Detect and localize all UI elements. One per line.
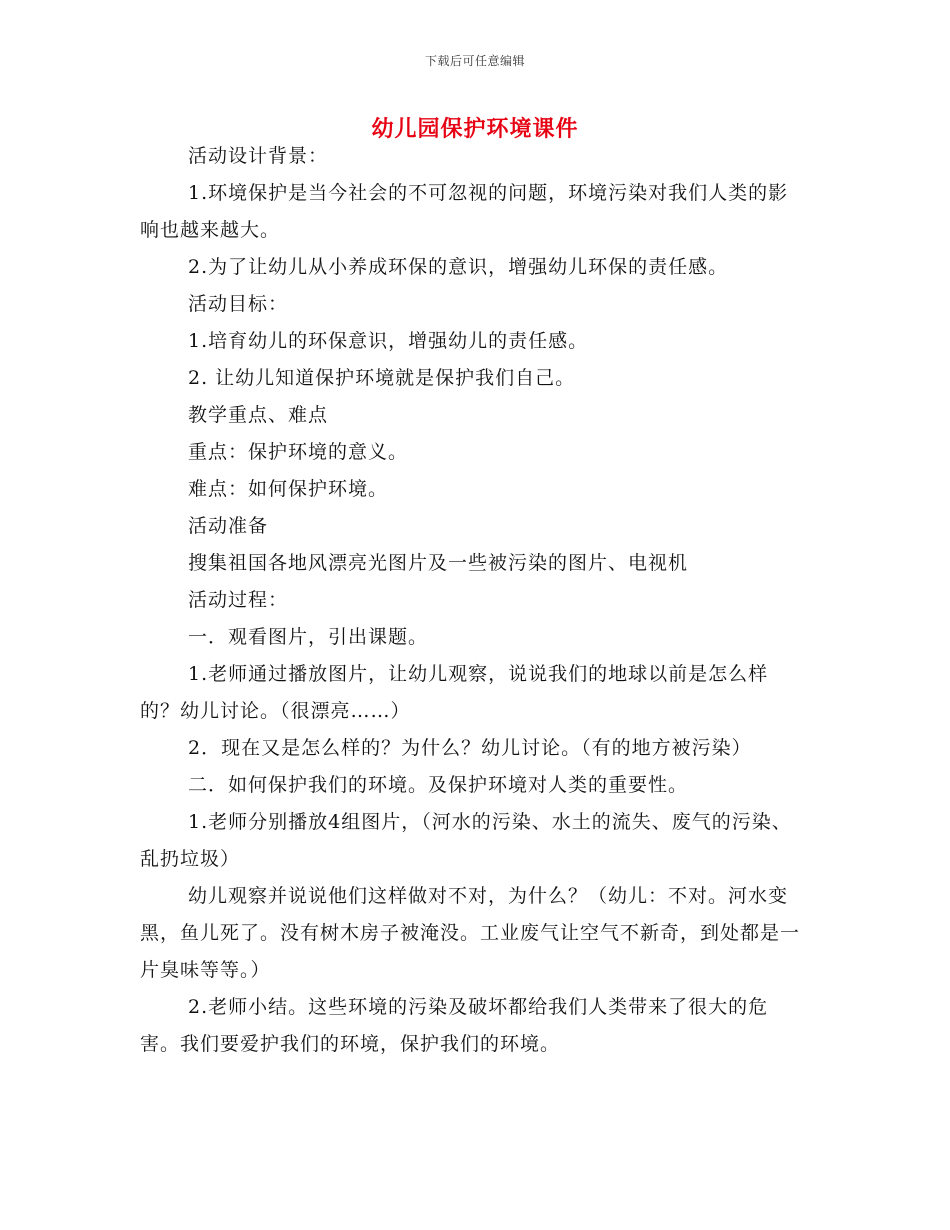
paragraph: 搜集祖国各地风漂亮光图片及一些被污染的图片、电视机 bbox=[188, 552, 689, 574]
paragraph: 2.老师小结。这些环境的污染及破坏都给我们人类带来了很大的危害。我们要爱护我们的环境，保护我们的环境。 bbox=[140, 996, 769, 1055]
paragraph: 1.老师分别播放4组图片，（河水的污染、水土的流失、废气的污染、乱扔垃圾） bbox=[140, 811, 792, 870]
paragraph: 活动目标： bbox=[188, 293, 289, 315]
paragraph: 教学重点、难点 bbox=[188, 404, 329, 426]
paragraph: 活动过程： bbox=[188, 589, 289, 611]
paragraph: 1.老师通过播放图片，让幼儿观察，说说我们的地球以前是怎么样的？幼儿讨论。（很漂亮……） bbox=[140, 663, 769, 722]
paragraph: 1.培育幼儿的环保意识，增强幼儿的责任感。 bbox=[188, 330, 589, 352]
paragraph: 二．如何保护我们的环境。及保护环境对人类的重要性。 bbox=[188, 774, 689, 796]
paragraph: 1.环境保护是当今社会的不可忽视的问题，环境污染对我们人类的影响也越来越大。 bbox=[140, 182, 789, 241]
paragraph: 2. 让幼儿知道保护环境就是保护我们自己。 bbox=[188, 367, 576, 389]
paragraph: 重点：保护环境的意义。 bbox=[188, 441, 409, 463]
document-title: 幼儿园保护环境课件 bbox=[371, 117, 579, 142]
paragraph: 活动准备 bbox=[188, 515, 269, 537]
paragraph: 难点：如何保护环境。 bbox=[188, 478, 389, 500]
paragraph: 2.为了让幼儿从小养成环保的意识，增强幼儿环保的责任感。 bbox=[188, 256, 729, 278]
paragraph: 一．观看图片，引出课题。 bbox=[188, 626, 429, 648]
paragraph: 幼儿观察并说说他们这样做对不对，为什么？（幼儿：不对。河水变黑，鱼儿死了。没有树木房子被淹没。工业废气让空气不新奇，到处都是一片臭味等等。） bbox=[140, 885, 801, 981]
paragraph: 活动设计背景： bbox=[188, 145, 329, 167]
paragraph: 2．现在又是怎么样的？为什么？幼儿讨论。（有的地方被污染） bbox=[188, 737, 752, 759]
header-note: 下载后可任意编辑 bbox=[424, 54, 525, 68]
document-body bbox=[140, 138, 800, 1063]
